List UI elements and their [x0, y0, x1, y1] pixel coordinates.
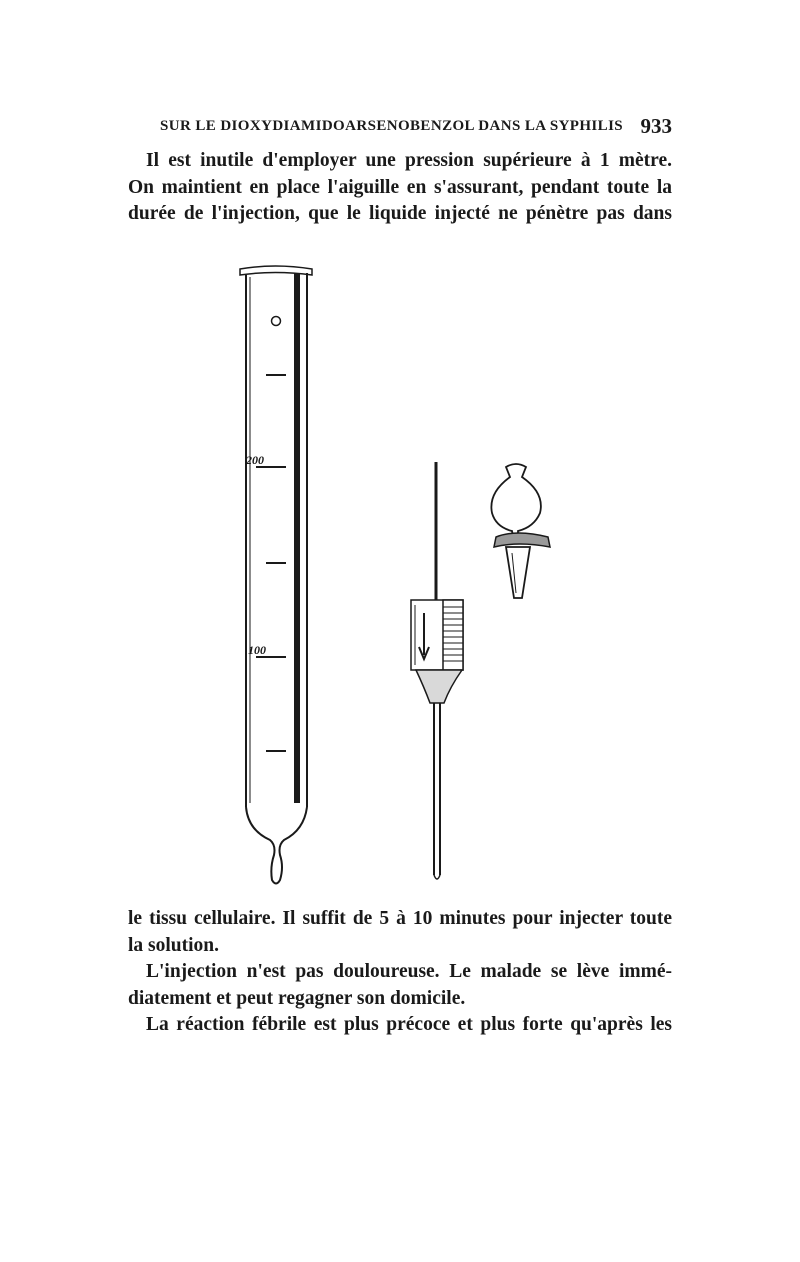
- apparatus-figure: [200, 255, 680, 895]
- running-head: [160, 116, 672, 138]
- text-line: L'injection n'est pas douloureuse. Le malade se lève immé-: [146, 961, 672, 982]
- needle-with-hub-icon: [411, 462, 463, 879]
- text-line: diatement et peut regagner son domicile.: [128, 987, 466, 1009]
- scale-label-100: 100: [248, 643, 266, 657]
- text-line: Il est inutile d'employer une pression supérieure à 1 mètre.: [146, 150, 672, 171]
- text-line: La réaction fébrile est plus précoce et plus forte qu'après les: [146, 1014, 672, 1035]
- glass-stopper-adapter-icon: [491, 464, 550, 598]
- bottom-paragraphs: [128, 906, 672, 1039]
- scale-label-200: 200: [246, 453, 264, 467]
- text-line: durée de l'injection, que le liquide injecté ne pénètre pas dans: [128, 203, 672, 224]
- graduated-burette-icon: [240, 266, 312, 884]
- top-paragraph: [128, 148, 672, 228]
- page-number: 933: [640, 114, 672, 138]
- text-line: On maintient en place l'aiguille en s'assurant, pendant toute la: [128, 176, 672, 198]
- text-line: la solution.: [128, 934, 220, 956]
- running-title: SUR LE DIOXYDIAMIDOARSENOBENZOL DANS LA SYPHILIS: [160, 118, 624, 134]
- text-line: le tissu cellulaire. Il suffit de 5 à 10 minutes pour injecter toute: [128, 908, 672, 929]
- apparatus-illustration: [200, 255, 680, 895]
